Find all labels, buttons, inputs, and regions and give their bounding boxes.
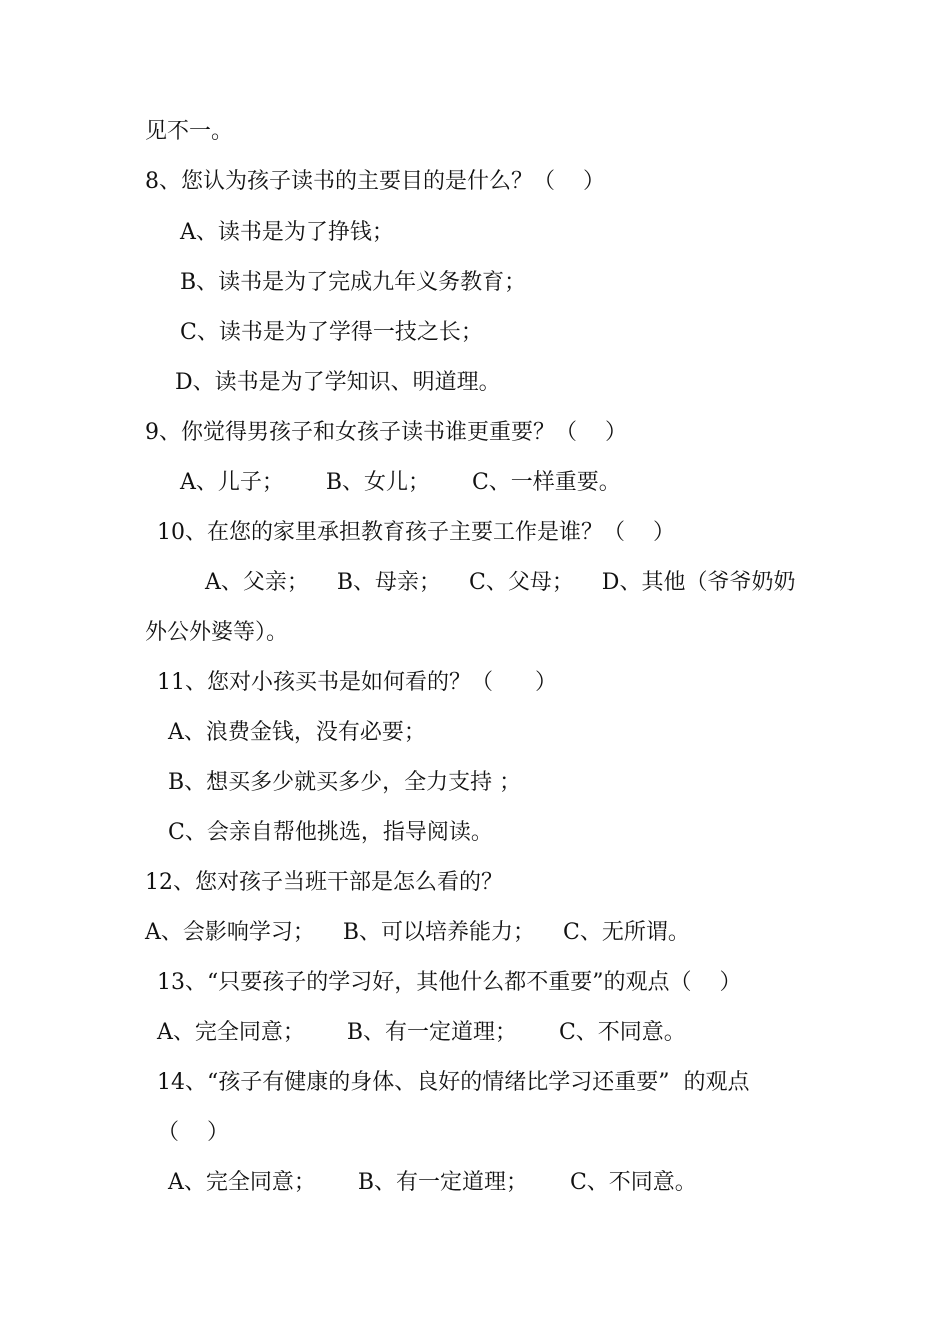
- question-8-option-c: C、读书是为了学得一技之长；: [180, 320, 483, 345]
- question-14-continuation: （ ）: [157, 1120, 229, 1145]
- question-13-options: A、完全同意； B、有一定道理； C、不同意。: [157, 1020, 686, 1045]
- question-11-option-a: A、浪费金钱，没有必要；: [168, 720, 426, 745]
- question-10-options: A、父亲； B、母亲； C、父母； D、其他（爷爷奶奶: [205, 570, 796, 595]
- question-10: 10、在您的家里承担教育孩子主要工作是谁？（ ）: [157, 520, 675, 545]
- question-8-option-b: B、读书是为了完成九年义务教育；: [180, 270, 527, 295]
- question-11-option-c: C、会亲自帮他挑选，指导阅读。: [168, 820, 493, 845]
- question-9-options: A、儿子； B、女儿； C、一样重要。: [180, 470, 621, 495]
- question-11-option-b: B、想买多少就买多少，全力支持 ；: [168, 770, 522, 795]
- question-9: 9、你觉得男孩子和女孩子读书谁更重要？（ ）: [145, 420, 627, 445]
- question-12: 12、您对孩子当班干部是怎么看的？: [145, 870, 503, 895]
- question-13: 13、“只要孩子的学习好，其他什么都不重要”的观点（ ）: [157, 970, 742, 995]
- question-8: 8、您认为孩子读书的主要目的是什么？（ ）: [145, 169, 605, 194]
- question-14-options: A、完全同意； B、有一定道理； C、不同意。: [168, 1170, 697, 1195]
- question-8-option-d: D、读书是为了学知识、明道理。: [175, 370, 501, 395]
- question-14: 14、“孩子有健康的身体、良好的情绪比学习还重要” 的观点: [157, 1070, 750, 1095]
- question-10-options-continuation: 外公外婆等）。: [145, 620, 289, 645]
- question-8-option-a: A、读书是为了挣钱；: [180, 220, 394, 245]
- question-11: 11、您对小孩买书是如何看的？（ ）: [157, 670, 557, 695]
- text-line-continuation: 见不一。: [145, 119, 234, 144]
- question-12-options: A、会影响学习； B、可以培养能力； C、无所谓。: [145, 920, 690, 945]
